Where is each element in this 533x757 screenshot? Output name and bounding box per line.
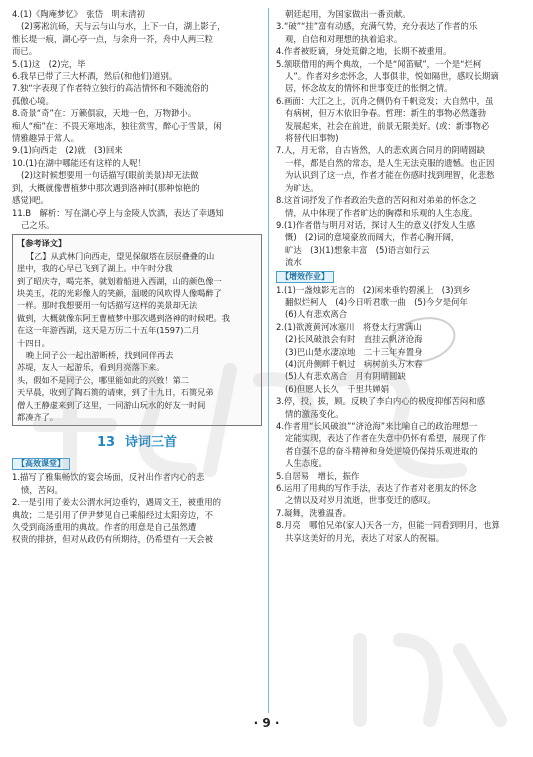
- answer-line: 7.独“字表现了作者特立独行的高洁情怀和不随流俗的: [12, 83, 209, 94]
- answer-line: 己之乐。: [21, 219, 55, 230]
- enhanced-homework-header: 【增效作业】: [276, 271, 334, 283]
- section-name: 诗词三首: [125, 435, 178, 451]
- answer-line: 痴人“痴”在：不畏天寒地冻，独往赏雪，醉心于雪景，闲: [12, 120, 222, 131]
- answer-line: 5.自居易 增长，振作: [276, 470, 360, 481]
- answers-lesson-12: [12, 8, 262, 231]
- answer-line: 8.奇景“奇”在：万籁俱寂，天地一色，万物渺小。: [12, 108, 197, 119]
- answer-line: 6.我早已带了三大杯酒，然后(和他们)道别。: [12, 71, 178, 82]
- answer-line: 情的激荡变化。: [285, 408, 344, 419]
- answer-line: 2.一是引用了姜太公渭水河边垂钓，遇周文王，被重用的: [12, 497, 221, 508]
- answer-line: 者自强不息的奋斗精神和身处逆境仍保持乐观进取的: [285, 445, 478, 456]
- answer-line: 旷达 (3)(1)想象丰富 (5)语言如行云: [285, 244, 430, 255]
- translation-line: 【乙】从武林门向西走，望见保俶塔在层层叠叠的山: [26, 250, 215, 261]
- answer-line: 愤，苦闷。: [21, 484, 63, 495]
- reference-translation-box: [12, 234, 262, 426]
- column-divider: [268, 8, 269, 713]
- answer-line: 惟长堤一痕，湖心亭一点，与余舟一芥，舟中人两三粒: [12, 33, 213, 44]
- translation-line: 崖中，我的心早已飞到了湖上。中午时分我: [17, 263, 173, 274]
- answer-line: 翻似烂柯人 (4)今日听君歌一曲 (5)今夕是何年: [285, 296, 468, 307]
- answer-line: 一样，都是自然的常态，是人生无法克服的遗憾。也正因: [285, 157, 495, 168]
- right-column: [276, 8, 522, 544]
- answer-line: 7.凝舞，洗雅温香。: [276, 507, 351, 518]
- translation-line: 头，假如不是同子公，哪里能如此的兴致！第二: [17, 374, 189, 385]
- answer-line: 朝廷起用，为国家做出一番贡献。: [285, 9, 411, 19]
- answer-line: 2.(1)欲渡黄河冰塞川 将登太行雪满山: [276, 321, 422, 332]
- answer-line: 到，大概就像曹植梦中那次遇到洛神时(那种惊艳的: [12, 182, 200, 193]
- section-title: [12, 434, 262, 452]
- answer-line: 5.颔联借用的两个典故，一个是“闻笛赋”，一个是“烂柯: [276, 58, 482, 69]
- answer-line: 感觉)吧。: [12, 195, 49, 206]
- answer-line: (3)巴山楚水凄凉地 二十三年弃置身: [285, 346, 423, 357]
- answer-line: 1.描写了雅集畅饮的宴会场面，反衬出作者内心的悲: [12, 472, 205, 483]
- answer-line: 情雅趣异于常人。: [12, 133, 79, 144]
- answer-line: 3.“破”“挂”富有动感，充满气势，充分表达了作者的乐: [276, 21, 478, 32]
- answer-line: (5)人有悲欢离合 月有阴晴圆缺: [285, 371, 406, 382]
- answer-line: 11.B 解析：写在湖心亭上与金陵人饮酒，表达了幸遇知: [12, 207, 224, 218]
- answer-line: 共享这美好的月光，表达了对家人的祝福。: [285, 532, 445, 543]
- answer-line: 3.停，投，拔，顾。反映了李白内心的极度抑郁苦闷和感: [276, 396, 485, 407]
- answer-line: 6.运用了用典的写作手法，表达了作者对老朋友的怀念: [276, 483, 477, 494]
- section-number: 13: [96, 435, 116, 451]
- answer-line: (2)这时候想要用一句话描写(眼前美景)却无法做: [21, 170, 199, 181]
- answer-line: (2)雾凇沆砀，天与云与山与水，上下一白，湖上影子，: [21, 21, 226, 32]
- answer-line: 6.画面：大江之上，沉舟之侧仍有千帆竞发；大自然中，虽: [276, 95, 494, 106]
- left-column: [12, 8, 262, 546]
- answer-line: 4.(1)《陶庵梦忆》 张岱 明末清初: [12, 9, 145, 19]
- answer-line: 之情以及对岁月流逝，世事变迁的感叹。: [285, 495, 436, 506]
- answer-line: 定能实现，表达了作者在失意中仍怀有希望，展现了作: [285, 433, 486, 444]
- answer-line: 人”。作者对乡恋怀念，人事俱非，悦如隔世，感叹长期谪: [285, 71, 499, 82]
- answer-line: 有病树，但万木依旧争春。哲理：新生的事物必然蓬勃: [285, 108, 486, 119]
- answer-line: 1.(1)一盏烛影无言的 (2)闲来垂钓碧溪上 (3)到乡: [276, 284, 471, 295]
- answer-line: 而已。: [12, 46, 38, 57]
- translation-line: 在这一年游西湖，这天是万历二十五年(1597)二月: [17, 325, 200, 336]
- answer-line: (6)但愿人长久 千里共婵娟: [285, 383, 389, 394]
- answer-line: 8.月亮 哪怕兄弟(家人)天各一方，但能一同看到明月，也算: [276, 520, 500, 531]
- answer-line: 4.作者用“长风破浪”“济沧海”来比喻自己的政治理想一: [276, 421, 478, 431]
- answer-line: 久受到商汤重用的典故。作者的用意是自己虽然遭: [12, 522, 197, 533]
- answer-line: 情，从中体现了作者旷达的胸襟和乐观的人生态度。: [285, 207, 478, 218]
- answer-line: 为旷达。: [285, 182, 319, 193]
- translation-line: 一样。那时我想要用一句话描写这样的美景却无法: [17, 300, 198, 311]
- answer-line: 流水: [285, 257, 302, 268]
- answer-line: 典故；二是引用了伊尹梦见自己乘船经过太阳旁边，不: [12, 509, 213, 520]
- answers-lesson-13-left: [12, 471, 262, 545]
- page-number: · 9 ·: [253, 716, 280, 730]
- answer-line: 观，自信和对理想的执着追求。: [285, 33, 403, 44]
- answer-line: 9.(1)作者借与明月对话，探讨人生的意义(抒发人生感: [276, 219, 475, 230]
- translation-line: 十四日。: [17, 337, 50, 348]
- answer-line: 权贵的排挤，但对从政仍有所期待，仍希望有一天会被: [12, 534, 213, 545]
- translation-line: 到了昭庆寺，喝完茶，就划着船进入西湖，山的颜色像一: [17, 275, 222, 286]
- answer-line: (6)人有悲欢离合: [285, 309, 348, 320]
- answer-line: 9.(1)向西走 (2)就 (3)回来: [12, 145, 123, 156]
- answer-line: 慨) (2)词的意境豪放而阔大，作者心胸开阔，: [285, 232, 460, 243]
- answer-line: 5.(1)这 (2)完，毕: [12, 58, 86, 69]
- answer-line: 发展起来，社会在前进，前景无限美好。(或：新事物必: [285, 120, 490, 131]
- answer-line: 7.人，月无常，自古皆然，人的悲欢离合同月的阴晴圆缺: [276, 145, 485, 156]
- translation-line: 晚上同子公一起出游断桥，找到同伴再去: [26, 349, 174, 360]
- answers-lesson-13-right: [276, 8, 522, 269]
- translation-header: 【参考译文】: [17, 238, 67, 249]
- answer-line: 8.这首词抒发了作者政治失意的苦闷和对弟弟的怀念之: [276, 195, 477, 206]
- translation-line: 天早晨，收到了陶石篑的请柬，到了十九日，石篑兄弟: [17, 387, 214, 398]
- translation-line: 都凑齐了。: [17, 412, 58, 422]
- answer-line: 为认识到了这一点，作者才能在伤感时找到理智，化悲愁: [285, 170, 495, 181]
- efficient-class-header: 【高效课堂】: [12, 458, 70, 470]
- answer-line: 人生态度。: [285, 458, 327, 469]
- translation-line: 块美玉，花的光彩像人的笑颜，温暖的风吹得人像喝醉了: [17, 287, 222, 298]
- answer-line: 4.作者被贬谪，身处荒僻之地，长期不被重用。: [276, 46, 452, 57]
- answer-line: 孤傲心境。: [12, 95, 54, 106]
- answer-line: (4)沉舟侧畔千帆过 病树前头万木春: [285, 358, 423, 369]
- answer-line: 将替代旧事物): [285, 133, 339, 144]
- answers-homework: [276, 284, 522, 545]
- answer-line: (2)长风破浪会有时 直挂云帆济沧海: [285, 334, 423, 345]
- translation-line: 僧人王静虚来到了这里，一同游山玩水的好友一时间: [17, 399, 206, 410]
- translation-line: 做到，大概就像东阿王曹植梦中那次遇到洛神的时候吧。我: [17, 312, 230, 323]
- translation-line: 苏堤，友人一起游乐，看到月亮落下来。: [17, 362, 165, 373]
- answer-line: 10.(1)在湖中哪能还有这样的人呢！: [12, 157, 147, 168]
- answer-line: 居，怀念故友的情怀和世事变迁的怅惘之情。: [285, 83, 453, 94]
